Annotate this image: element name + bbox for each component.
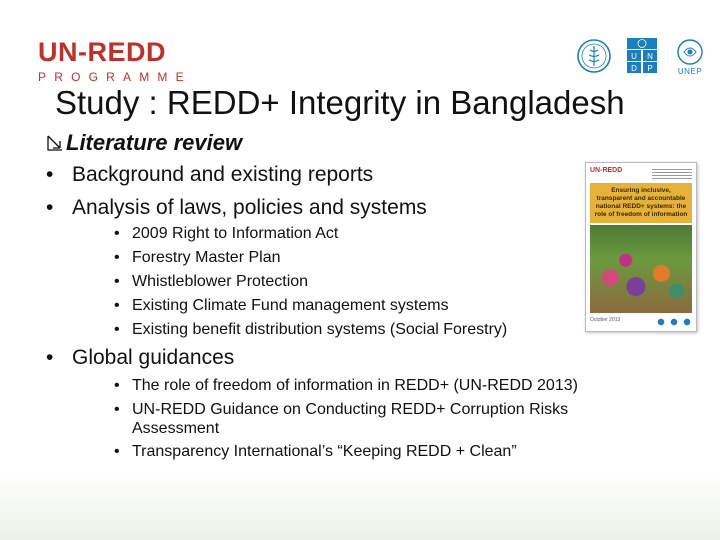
bullet-dot: • bbox=[46, 163, 54, 186]
bullet-dot: • bbox=[114, 377, 120, 394]
slide-background-gradient bbox=[0, 470, 720, 540]
report-cover-image bbox=[585, 162, 697, 332]
bullet-dot: • bbox=[114, 443, 120, 460]
cover-photo bbox=[590, 225, 692, 313]
bullet-dot: • bbox=[114, 225, 120, 242]
svg-text:D: D bbox=[631, 64, 637, 73]
un-redd-logo bbox=[38, 38, 192, 84]
bullet-text: Global guidances bbox=[72, 346, 235, 369]
agency-logos bbox=[574, 38, 710, 76]
sub-bullet-text: Existing Climate Fund management systems bbox=[132, 297, 449, 314]
bullet-dot: • bbox=[114, 401, 120, 418]
section-heading bbox=[46, 130, 242, 156]
sub-bullet-text: Forestry Master Plan bbox=[132, 249, 281, 266]
bullet-dot: • bbox=[114, 297, 120, 314]
svg-text:P: P bbox=[647, 64, 653, 73]
cover-brand: UN-REDD bbox=[590, 167, 623, 174]
cover-fine-print bbox=[652, 169, 692, 181]
svg-text:N: N bbox=[647, 52, 653, 61]
unep-emblem-icon bbox=[675, 38, 705, 66]
cover-title: Ensuring inclusive, transparent and accountable national REDD+ systems: the role of freedom of information bbox=[594, 187, 688, 218]
bullet-dot: • bbox=[46, 346, 54, 369]
arrow-icon bbox=[46, 134, 64, 152]
undp-logo bbox=[622, 38, 662, 76]
sub-bullet-text: UN-REDD Guidance on Conducting REDD+ Corruption Risks bbox=[132, 401, 569, 418]
sub-bullet-text-continuation: Assessment bbox=[132, 420, 220, 437]
bullet-text: Analysis of laws, policies and systems bbox=[72, 196, 427, 219]
undp-emblem-icon bbox=[627, 38, 657, 74]
sub-bullet-text: Transparency International’s “Keeping REDD + Clean” bbox=[132, 443, 517, 460]
sub-bullet-text: Existing benefit distribution systems (Social Forestry) bbox=[132, 321, 508, 338]
section-heading-text: Literature review bbox=[66, 130, 243, 155]
bullet-dot: • bbox=[46, 196, 54, 219]
cover-partner-logos bbox=[656, 318, 692, 326]
fao-logo bbox=[574, 38, 614, 76]
bullet-dot: • bbox=[114, 249, 120, 266]
fao-emblem-icon bbox=[576, 38, 612, 74]
slide-title: Study : REDD+ Integrity in Bangladesh bbox=[55, 84, 625, 121]
cover-title-box bbox=[590, 183, 692, 223]
bullet-text: Background and existing reports bbox=[72, 163, 374, 186]
bullet-dot: • bbox=[114, 273, 120, 290]
svg-text:U: U bbox=[631, 52, 637, 61]
unep-logo bbox=[670, 38, 710, 76]
unep-label: UNEP bbox=[677, 67, 703, 76]
sub-bullet-text: The role of freedom of information in REDD+ (UN-REDD 2013) bbox=[132, 377, 578, 394]
sub-bullet-text: Whistleblower Protection bbox=[132, 273, 309, 290]
sub-bullet-text: 2009 Right to Information Act bbox=[132, 225, 339, 242]
logo-main-text: UN-REDD bbox=[38, 37, 166, 67]
logo-sub-text: PROGRAMME bbox=[38, 70, 192, 84]
cover-date: October 2013 bbox=[590, 317, 621, 323]
bullet-dot: • bbox=[114, 321, 120, 338]
cover-footer bbox=[590, 317, 692, 327]
